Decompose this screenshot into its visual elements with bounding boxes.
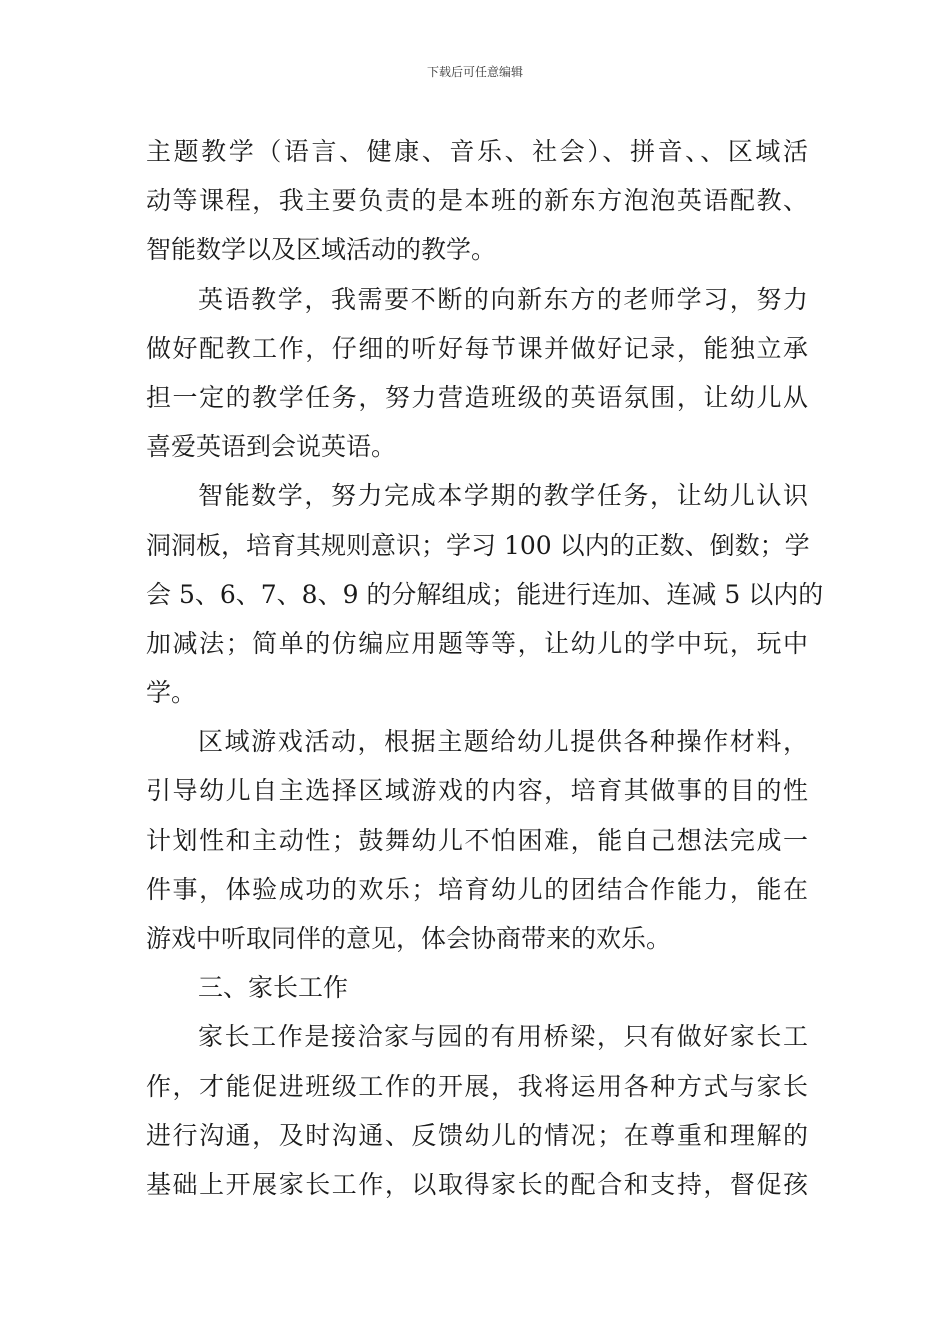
text-line: 计划性和主动性；鼓舞幼儿不怕困难，能自己想法完成一 <box>146 825 808 855</box>
text-line: 三、家长工作 <box>198 973 349 1003</box>
text-line: 智能数学以及区域活动的教学。 <box>146 235 497 265</box>
text-line: 游戏中听取同伴的意见，体会协商带来的欢乐。 <box>146 924 672 953</box>
text-line: 洞洞板，培育其规则意识；学习 100 以内的正数、倒数；学 <box>146 530 810 560</box>
text-line: 会 5、6、7、8、9 的分解组成；能进行连加、连减 5 以内的 <box>146 579 824 609</box>
text-line: 基础上开展家长工作，以取得家长的配合和支持，督促孩 <box>146 1169 808 1199</box>
text-line: 作，才能促进班级工作的开展，我将运用各种方式与家长 <box>146 1071 808 1101</box>
text-line: 动等课程，我主要负责的是本班的新东方泡泡英语配教、 <box>146 186 808 216</box>
text-line: 件事，体验成功的欢乐；培育幼儿的团结合作能力，能在 <box>146 874 808 904</box>
text-line: 区域游戏活动，根据主题给幼儿提供各种操作材料， <box>198 727 808 757</box>
page-header: 下载后可任意编辑 <box>426 65 523 79</box>
text-line: 喜爱英语到会说英语。 <box>146 432 397 462</box>
text-line: 引导幼儿自主选择区域游戏的内容，培育其做事的目的性 <box>146 776 808 806</box>
text-line: 加减法；简单的仿编应用题等等，让幼儿的学中玩，玩中 <box>146 628 808 658</box>
text-line: 智能数学，努力完成本学期的教学任务，让幼儿认识 <box>198 481 808 511</box>
text-line: 学。 <box>146 678 197 708</box>
text-line: 担一定的教学任务，努力营造班级的英语氛围，让幼儿从 <box>146 382 808 412</box>
text-line: 主题教学（语言、健康、音乐、社会）、拼音、、区域活 <box>146 137 808 166</box>
text-line: 做好配教工作，仔细的听好每节课并做好记录，能独立承 <box>146 333 808 363</box>
document-body <box>146 127 824 1209</box>
text-line: 家长工作是接洽家与园的有用桥梁，只有做好家长工 <box>198 1022 808 1052</box>
text-line: 英语教学，我需要不断的向新东方的老师学习，努力 <box>198 284 808 314</box>
text-line: 进行沟通，及时沟通、反馈幼儿的情况；在尊重和理解的 <box>146 1120 808 1150</box>
